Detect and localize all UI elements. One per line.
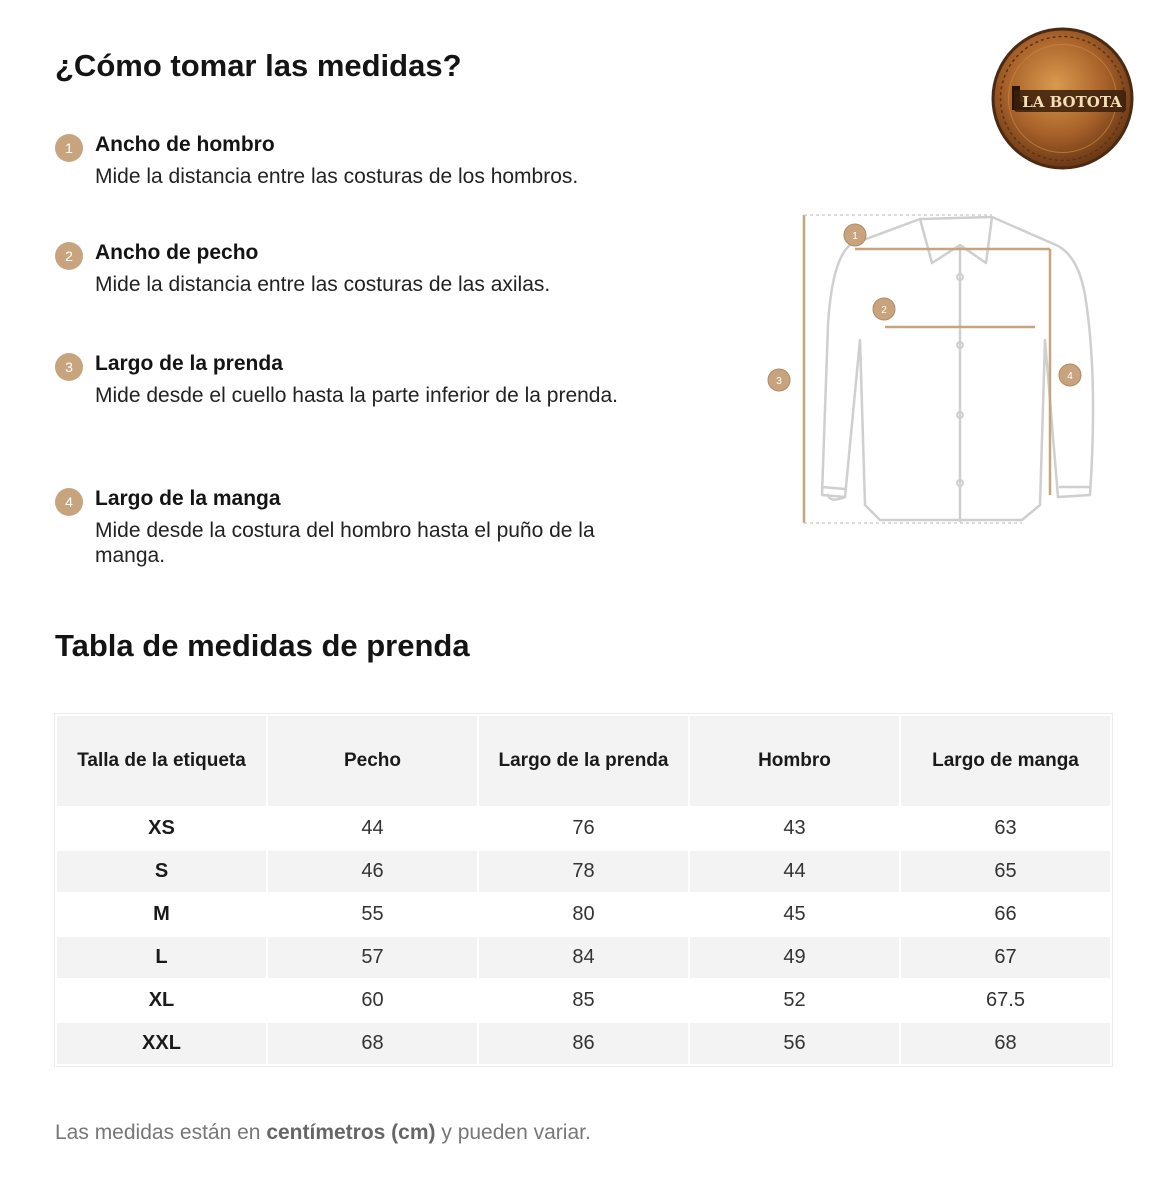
step-number-badge: 2 xyxy=(55,242,83,270)
size-cell: XL xyxy=(56,979,267,1022)
table-cell: 56 xyxy=(689,1022,900,1065)
header-chest: Pecho xyxy=(267,715,478,807)
table-row xyxy=(56,850,1111,893)
table-cell: 55 xyxy=(267,893,478,936)
table-cell: 63 xyxy=(900,807,1111,850)
size-cell: XXL xyxy=(56,1022,267,1065)
table-cell: 68 xyxy=(267,1022,478,1065)
table-cell: 44 xyxy=(689,850,900,893)
table-cell: 45 xyxy=(689,893,900,936)
header-sleeve-length: Largo de manga xyxy=(900,715,1111,807)
step-title: Largo de la manga xyxy=(95,487,281,510)
table-cell: 43 xyxy=(689,807,900,850)
table-cell: 44 xyxy=(267,807,478,850)
header-size-label: Talla de la etiqueta xyxy=(56,715,267,807)
table-row xyxy=(56,979,1111,1022)
table-cell: 67.5 xyxy=(900,979,1111,1022)
svg-text:2: 2 xyxy=(881,305,887,316)
step-title: Ancho de pecho xyxy=(95,241,259,264)
table-cell: 49 xyxy=(689,936,900,979)
table-cell: 60 xyxy=(267,979,478,1022)
svg-text:4: 4 xyxy=(1067,371,1073,382)
marker-3 xyxy=(768,369,790,391)
units-footnote xyxy=(55,1121,591,1145)
size-table-title: Tabla de medidas de prenda xyxy=(55,628,470,663)
header-shoulder: Hombro xyxy=(689,715,900,807)
table-cell: 86 xyxy=(478,1022,689,1065)
table-cell: 76 xyxy=(478,807,689,850)
step-description: Mide desde el cuello hasta la parte inferior de la prenda. xyxy=(95,384,618,407)
step-title: Ancho de hombro xyxy=(95,133,275,156)
footnote-text: Las medidas están en xyxy=(55,1121,267,1144)
size-cell: M xyxy=(56,893,267,936)
table-row xyxy=(56,936,1111,979)
la-bototo-logo xyxy=(990,26,1135,171)
table-cell: 85 xyxy=(478,979,689,1022)
step-description: Mide la distancia entre las costuras de las axilas. xyxy=(95,273,551,296)
table-row xyxy=(56,1022,1111,1065)
step-description: Mide la distancia entre las costuras de los hombros. xyxy=(95,165,579,188)
footnote-units: centímetros (cm) xyxy=(266,1121,436,1144)
table-cell: 84 xyxy=(478,936,689,979)
step-number-badge: 1 xyxy=(55,134,83,162)
how-to-measure-title: ¿Cómo tomar las medidas? xyxy=(55,48,462,83)
table-cell: 80 xyxy=(478,893,689,936)
step-description: Mide desde la costura del hombro hasta el puño de la manga. xyxy=(95,519,595,567)
size-cell: XS xyxy=(56,807,267,850)
table-header-row xyxy=(56,715,1111,807)
table-cell: 46 xyxy=(267,850,478,893)
marker-4 xyxy=(1059,364,1081,386)
marker-2 xyxy=(873,298,895,320)
shirt-diagram xyxy=(760,205,1110,535)
step-number-badge: 4 xyxy=(55,488,83,516)
svg-text:3: 3 xyxy=(776,376,782,387)
step-number-badge: 3 xyxy=(55,353,83,381)
marker-1 xyxy=(844,224,866,246)
table-cell: 78 xyxy=(478,850,689,893)
table-row xyxy=(56,893,1111,936)
table-cell: 67 xyxy=(900,936,1111,979)
table-cell: 52 xyxy=(689,979,900,1022)
table-cell: 65 xyxy=(900,850,1111,893)
table-cell: 66 xyxy=(900,893,1111,936)
table-row xyxy=(56,807,1111,850)
size-table xyxy=(55,714,1112,1066)
size-cell: L xyxy=(56,936,267,979)
size-cell: S xyxy=(56,850,267,893)
step-title: Largo de la prenda xyxy=(95,352,283,375)
svg-text:1: 1 xyxy=(852,231,858,242)
header-garment-length: Largo de la prenda xyxy=(478,715,689,807)
table-cell: 68 xyxy=(900,1022,1111,1065)
table-cell: 57 xyxy=(267,936,478,979)
footnote-text-end: y pueden variar. xyxy=(435,1121,591,1144)
logo-text: LA BOTOTA xyxy=(1022,93,1122,111)
